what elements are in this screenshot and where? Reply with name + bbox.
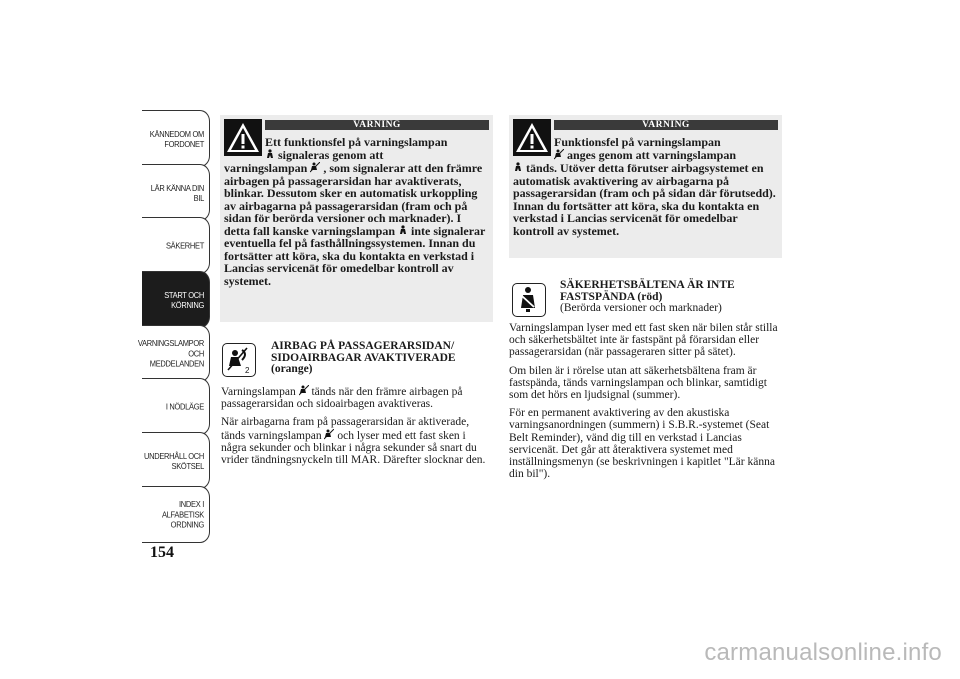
section-heading-seatbelt: SÄKERHETSBÄLTENA ÄR INTE FASTSPÄNDA (röd) (Berörda versioner och marknader) [560,279,735,314]
warning-box-right [509,115,782,258]
seatbelt-icon [512,283,546,317]
warning-line: Funktionsfel på varningslampan [554,135,721,149]
warning-text: tänds. Utöver detta förutser airbagsystemet en automatisk avaktivering av airbagarna på passagerarsidan (fram och på sidan där förutsedd). Innan du fortsätter att köra, ska du kontakta en verkstad i Lancias servicenät för omedelbar kontroll av systemet. [513,161,776,238]
tab-start-korning[interactable]: START OCH KÖRNING [142,271,210,328]
airbag-off-icon [299,385,309,396]
tab-underhall[interactable]: UNDERHÅLL OCH SKÖTSEL [142,432,210,489]
airbag-icon [265,149,275,160]
warning-title: VARNING [265,120,489,130]
section-body-airbag: Varningslampan tänds när den främre airbagen på passagerarsidan och sidoairbagen avaktiveras. När airbagarna fram på passagerarsidan är aktiverade, tänds varningslampan och lyser med ett fast sken i några sekunder och blinkar i några sekunder så snart du vrider tändningsnyckeln till MAR. Därefter slocknar den. [221,386,486,467]
warning-line: Ett funktionsfel på varningslampan [265,135,448,149]
section-heading-airbag: AIRBAG PÅ PASSAGERARSIDAN/ SIDOAIRBAGAR AVAKTIVERADE (orange) [271,340,456,375]
airbag-off-icon [554,149,564,160]
chapter-tabs [137,113,210,543]
airbag-off-icon [324,429,334,440]
warning-text: främre airbagen på passagerarsidan har avaktiverats, blinkar. Dessutom sker en automatisk urkoppling av airbagarna på passagerarsidan (fram och på sidan för berörda versioner och marknader). I detta fall kanske varningslampan [224,161,483,238]
warning-line: anges genom att varningslampan [567,148,737,162]
airbag-off-icon [310,162,320,173]
warning-box-left [220,115,493,322]
page-number: 154 [150,544,174,561]
airbag-deactivated-icon [222,343,256,377]
airbag-icon [398,225,408,236]
airbag-icon [513,162,523,173]
warning-line: , som signalerar att den [323,161,444,175]
warning-line: signaleras genom att [278,148,384,162]
warning-triangle-icon [224,119,262,156]
tab-lar-kanna[interactable]: LÄR KÄNNA DIN BIL [142,164,210,221]
tab-i-nodlage[interactable]: I NÖDLÄGE [142,378,210,435]
warning-line: varningslampan [224,161,308,175]
tab-sakerhet[interactable]: SÄKERHET [142,217,210,274]
warning-triangle-icon [513,119,551,156]
tab-kannedom[interactable]: KÄNNEDOM OM FORDONET [142,110,210,167]
warning-title: VARNING [554,120,778,130]
warning-text: inte signalerar eventuella fel på fasthållningssystemen. Innan du fortsätter att köra, ska du kontakta en verkstad i Lancias servicenät för omedelbar kontroll av systemet. [224,223,486,288]
watermark: carmanualsonline.info [704,639,942,666]
tab-varningslampor[interactable]: VARNINGSLAMPOR OCH MEDDELANDEN [142,325,210,382]
svg-text:2: 2 [245,366,250,375]
section-body-seatbelt: Varningslampan lyser med ett fast sken när bilen står stilla och säkerhetsbältet inte är fastspänt på förarsidan eller passagerarsidan (när passageraren sitter på sätet). Om bilen är i rörelse utan att säkerhetsbältena fram är fastspända, tänds varningslampan och blinkar, samtidigt som det hörs en ljudsignal (summer). För en permanent avaktivering av den akustiska varningsanordningen (summern) i S.B.R.-systemet (Seat Belt Reminder), vänd dig till en verkstad i Lancias servicenät. Det går att återaktivera systemet med inställningsmenyn (se beskrivningen i kapitlet "Lär känna din bil"). [509,322,778,481]
tab-index[interactable]: INDEX I ALFABETISK ORDNING [142,486,210,543]
